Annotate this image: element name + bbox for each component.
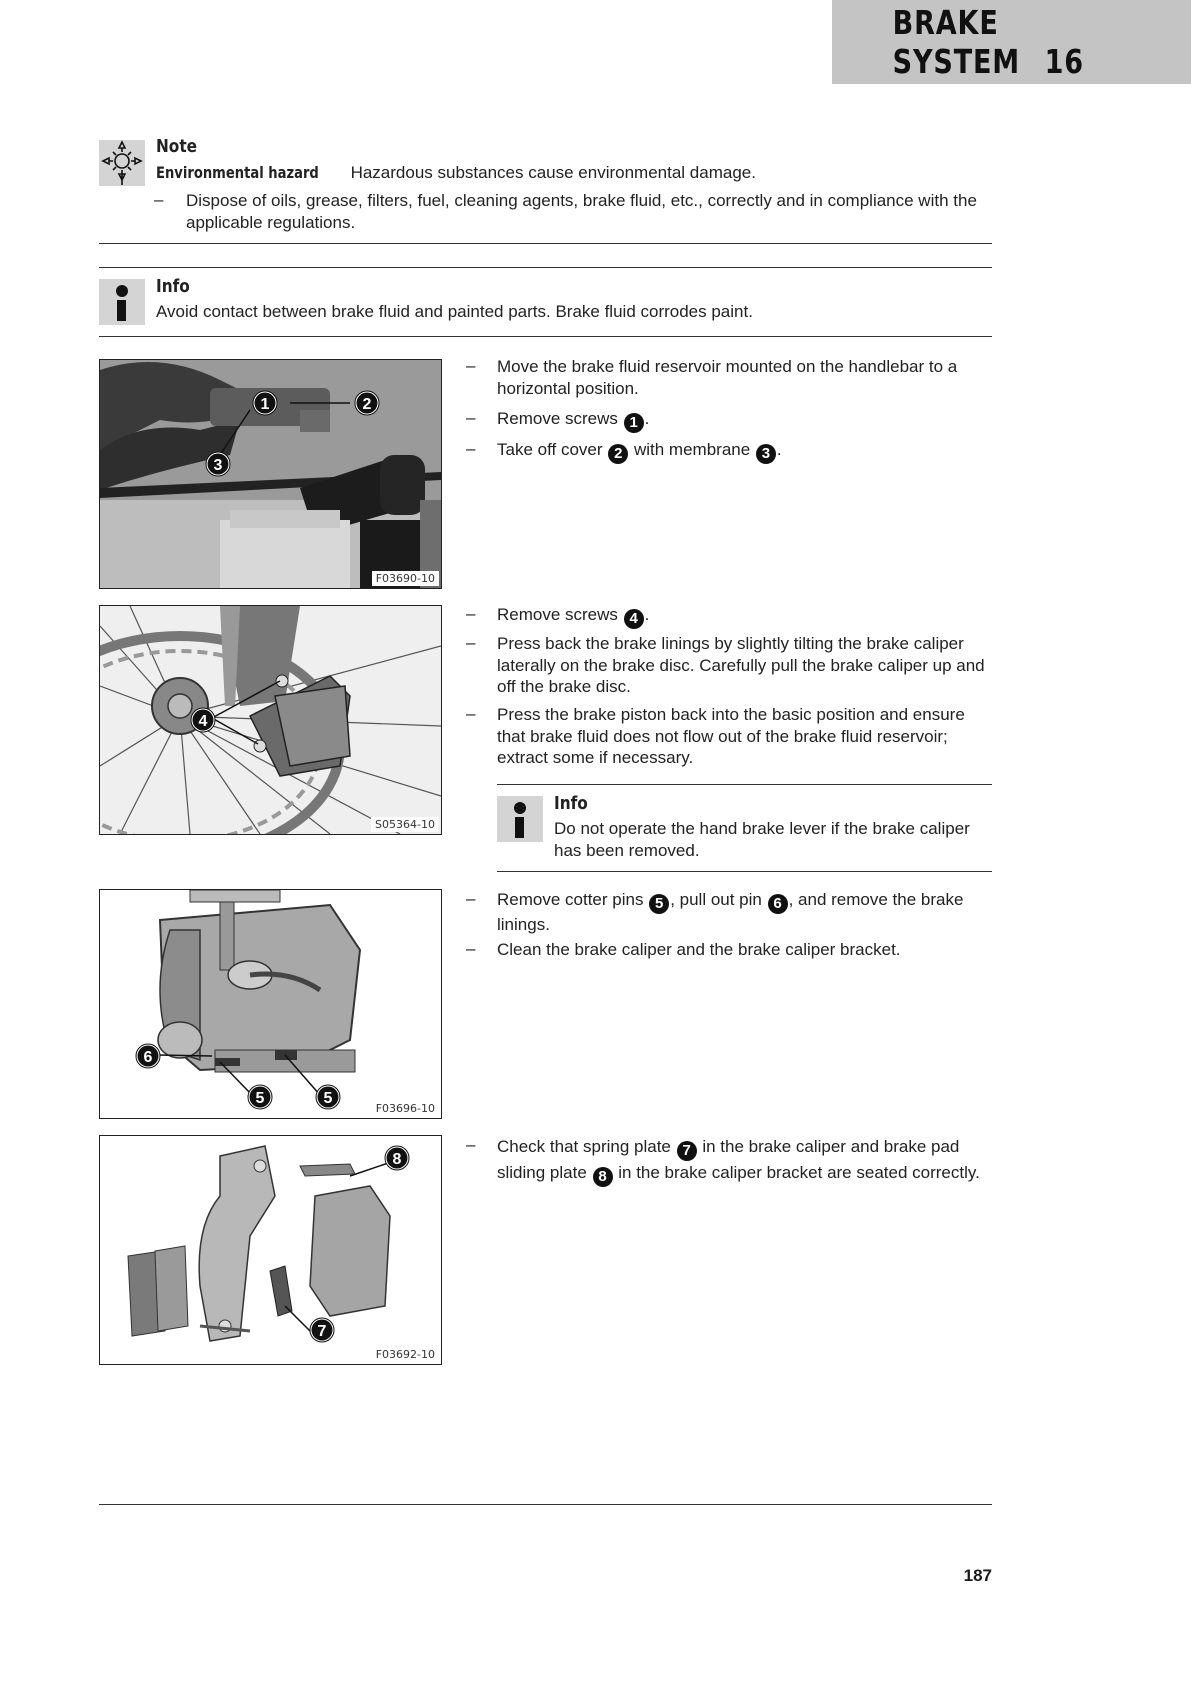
svg-text:5: 5 [255, 1090, 265, 1107]
svg-text:6: 6 [143, 1049, 153, 1066]
svg-text:2: 2 [362, 396, 372, 413]
info-text: Do not operate the hand brake lever if the brake caliper has been removed. [554, 819, 970, 860]
callout-3: 3 [756, 444, 776, 464]
bullet-dash: – [466, 604, 476, 623]
step2-bullet3: Press the brake piston back into the basic position and ensure that brake fluid does not flow out of the brake fluid reservoir; extract some if necessary. [497, 705, 965, 767]
info-title: Info [554, 793, 588, 814]
step1-bullet3: Take off cover 2 with membrane 3 . [497, 440, 782, 462]
step4-bullet1: Check that spring plate 7 in the brake caliper and brake pad sliding plate 8 in the brake caliper bracket are seated correctly. [497, 1137, 980, 1185]
step1-bullet2: Remove screws 1 . [497, 409, 650, 431]
callout-2: 2 [608, 444, 628, 464]
figure-code: F03692-10 [372, 1347, 439, 1362]
bullet-dash: – [466, 1135, 476, 1154]
info-title: Info [156, 276, 190, 297]
step3-bullet2: Clean the brake caliper and the brake caliper bracket. [497, 940, 901, 959]
bullet-dash: – [466, 889, 476, 908]
note-bullet: Dispose of oils, grease, filters, fuel, cleaning agents, brake fluid, etc., correctly and in compliance with the applicable regulations. [186, 191, 977, 232]
info-icon [497, 796, 543, 842]
page-number: 187 [963, 1566, 992, 1585]
bullet-dash: – [466, 439, 476, 458]
bullet-dash: – [466, 939, 476, 958]
step2-bullet2: Press back the brake linings by slightly tilting the brake caliper laterally on the brake disc. Carefully pull the brake caliper up and off the brake disc. [497, 634, 985, 696]
figure-code: F03690-10 [372, 571, 439, 586]
figure-caliper-on-wheel [99, 605, 442, 835]
step3-bullet1: Remove cotter pins 5 , pull out pin 6 , and remove the brake linings. [497, 890, 964, 934]
note-title: Note [156, 136, 198, 157]
callout-4: 4 [624, 609, 644, 629]
svg-text:4: 4 [198, 713, 208, 730]
info-text: Avoid contact between brake fluid and painted parts. Brake fluid corrodes paint. [156, 302, 753, 321]
bullet-dash: – [466, 356, 476, 375]
bullet-dash: – [466, 408, 476, 427]
environment-icon [99, 140, 145, 186]
divider [99, 243, 992, 244]
svg-text:3: 3 [213, 457, 223, 474]
hazard-line [156, 162, 756, 184]
bullet-dash: – [154, 190, 164, 209]
figure-caliper-detail [99, 889, 442, 1119]
hazard-text: Hazardous substances cause environmental damage. [350, 163, 756, 182]
bullet-dash: – [466, 704, 476, 723]
callout-6: 6 [768, 894, 788, 914]
chapter-number: 16 [1044, 42, 1084, 81]
figure-code: S05364-10 [371, 817, 439, 832]
svg-text:7: 7 [317, 1323, 327, 1340]
svg-text:8: 8 [392, 1151, 402, 1168]
footer-divider [99, 1504, 992, 1505]
callout-label: 1 [260, 396, 270, 413]
svg-text:5: 5 [323, 1090, 333, 1107]
info-icon [99, 279, 145, 325]
chapter-title-text: BRAKE SYSTEM [892, 3, 1021, 81]
divider [99, 267, 992, 268]
step2-bullet1: Remove screws 4 . [497, 605, 650, 627]
callout-1: 1 [624, 413, 644, 433]
divider [497, 784, 992, 785]
bullet-dash: – [466, 633, 476, 652]
hazard-label: Environmental hazard [156, 163, 319, 182]
step1-bullet1: Move the brake fluid reservoir mounted on the handlebar to a horizontal position. [497, 357, 958, 398]
chapter-header [832, 0, 1191, 84]
figure-exploded-view [99, 1135, 442, 1365]
figure-code: F03696-10 [372, 1101, 439, 1116]
figure-reservoir [99, 359, 442, 589]
callout-7: 7 [677, 1141, 697, 1161]
divider [497, 871, 992, 872]
callout-5: 5 [649, 894, 669, 914]
chapter-title [893, 3, 1169, 81]
callout-8: 8 [593, 1167, 613, 1187]
divider [99, 336, 992, 337]
